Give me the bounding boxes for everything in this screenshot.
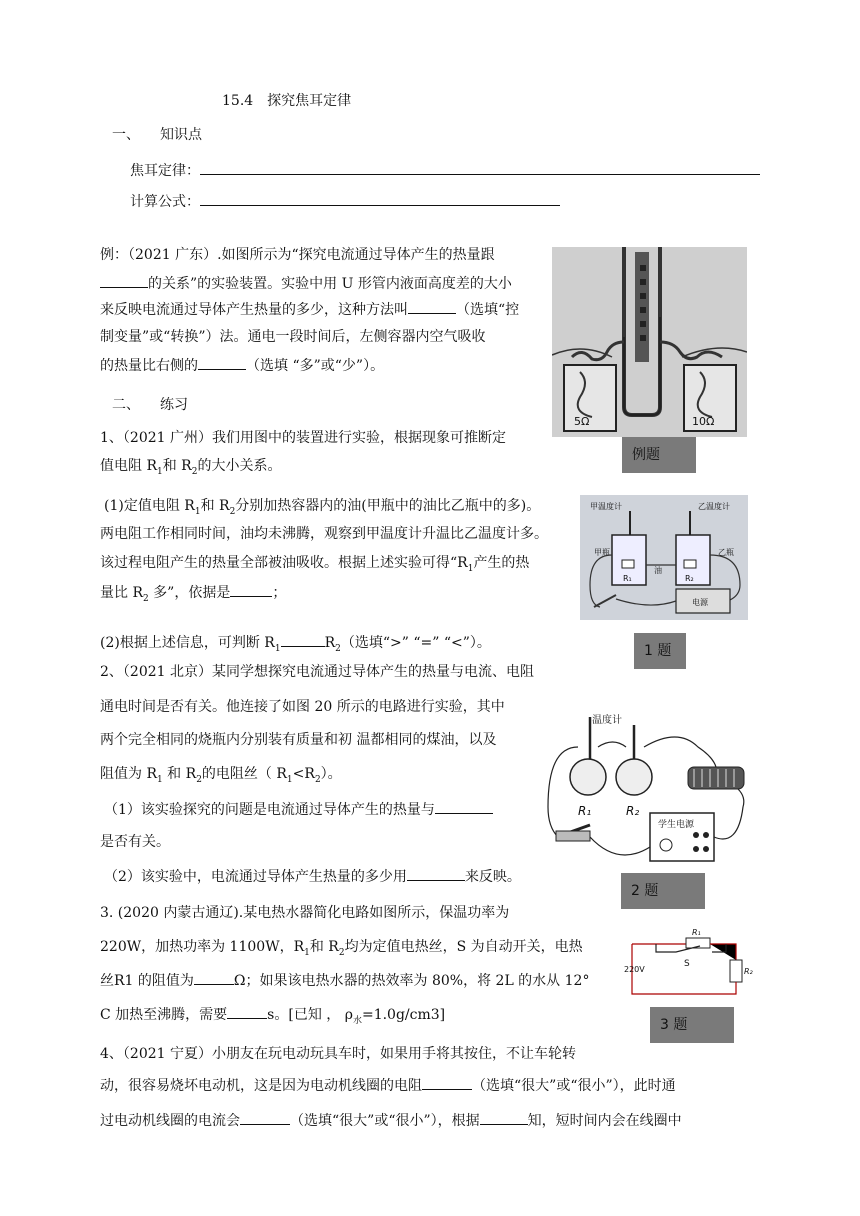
r2-label: R₂ — [685, 574, 694, 583]
q4-blank-3[interactable] — [480, 1110, 528, 1125]
figure-2-caption: 2 题 — [621, 873, 705, 909]
q1-line-2: 值电阻 $R_1$和 $R_2$的大小关系。 — [100, 458, 282, 477]
example-blank-1[interactable] — [100, 273, 148, 288]
q2-line-6: 是否有关。 — [100, 834, 170, 850]
figure-2 — [538, 707, 760, 893]
figure-3 — [616, 922, 758, 1004]
section-2-label: 练习 — [160, 397, 188, 413]
jia-bottle-label: 甲瓶 — [594, 548, 610, 557]
example-line-4: 制变量”或“转换”）法。通电一段时间后，左侧容器内空气吸收 — [100, 329, 486, 345]
example-line-3: 来反映电流通过导体产生热量的多少，这种方法叫 （选填“控 — [100, 299, 519, 320]
q1-blank-2[interactable] — [281, 632, 325, 647]
q3-line-4: C 加热至沸腾，需要 s。[已知 ， $\rho_水=1.0g/cm3$] — [100, 1004, 445, 1031]
q1-line-3: (1)定值电阻 $R_1$和 $R_2$分别加热容器内的油(甲瓶中的油比乙瓶中的多)。 — [104, 498, 541, 517]
example-blank-2[interactable] — [408, 299, 456, 314]
section-1-number: 一、 — [112, 127, 140, 143]
circuit-r1-label: R₁ — [692, 928, 701, 937]
example-line-2: 的关系”的实验装置。实验中用 U 形管内液面高度差的大小 — [100, 273, 512, 294]
q2-blank-2[interactable] — [407, 866, 465, 881]
yi-thermometer-label: 乙温度计 — [698, 502, 730, 511]
q4-line-2: 动，很容易烧坏电动机，这是因为电动机线圈的电阻 （选填“很大”或“很小”），此时通 — [100, 1075, 676, 1096]
figure-1 — [580, 495, 748, 620]
q1-line-4: 两电阻工作相同时间，油均未沸腾，观察到甲温度计升温比乙温度计多。 — [100, 526, 548, 542]
q2-line-5: （1）该实验探究的问题是电流通过导体产生的热量与 — [104, 799, 493, 820]
q1-line-7: (2)根据上述信息，可判断 $R_1$ $R_2$（选填“>” “=” “<”）。 — [100, 632, 491, 659]
section-1-label: 知识点 — [160, 127, 202, 143]
student-power-label: 学生电源 — [658, 820, 695, 830]
q3-line-2: 220W，加热功率为 1100W，$R_1$和 $R_2$均为定值电热丝，S 为自动开关，电热 — [100, 939, 583, 958]
q3-line-3: 丝R1 的阻值为 Ω；如果该电热水器的热效率为 80%，将 2L 的水从 12° — [100, 970, 589, 991]
flask-r2-label: R₂ — [626, 804, 640, 818]
example-caption: 例题 — [622, 437, 696, 473]
flask-r1-label: R₁ — [578, 804, 592, 818]
thermometer-label: 温度计 — [592, 715, 622, 726]
circuit-switch-label: S — [684, 959, 690, 969]
r1-label: R₁ — [623, 574, 632, 583]
oil-label: 油 — [654, 566, 662, 575]
example-line-5: 的热量比右侧的 （选填 “多”或“少”）。 — [100, 355, 384, 376]
knowledge-formula: 计算公式： — [130, 191, 560, 212]
figure-3-caption: 3 题 — [650, 1007, 734, 1043]
resistor-10-label: 10Ω — [692, 415, 715, 428]
q1-line-6: 量比 $R_2$ 多”，依据是 ； — [100, 582, 286, 609]
section-2-number: 二、 — [112, 397, 140, 413]
q4-line-1: 4、（2021 宁夏）小朋友在玩电动玩具车时，如果用手将其按住，不让车轮转 — [100, 1046, 576, 1062]
q1-line-1: 1、（2021 广州）我们用图中的装置进行实验，根据现象可推断定 — [100, 430, 506, 446]
joule-law-blank[interactable] — [200, 160, 760, 175]
example-line-1: 例：（2021 广东）.如图所示为“探究电流通过导体产生的热量跟 — [100, 247, 495, 263]
q3-line-1: 3. (2020 内蒙古通辽).某电热水器简化电路如图所示，保温功率为 — [100, 905, 510, 921]
example-figure — [552, 247, 747, 437]
page-title: 15.4 探究焦耳定律 — [222, 93, 352, 109]
circuit-r2-label: R₂ — [744, 967, 753, 976]
q2-line-7: （2）该实验中，电流通过导体产生热量的多少用 来反映。 — [104, 866, 521, 887]
resistor-5-label: 5Ω — [574, 415, 590, 428]
example-blank-3[interactable] — [198, 355, 246, 370]
q2-line-4: 阻值为 $R_1$ 和 $R_2$的电阻丝（ $R_1<R_2$）。 — [100, 766, 342, 785]
q3-blank-1[interactable] — [194, 970, 234, 985]
formula-blank[interactable] — [200, 191, 560, 206]
figure-1-caption: 1 题 — [634, 633, 686, 669]
circuit-voltage-label: 220V — [624, 965, 645, 974]
yi-bottle-label: 乙瓶 — [718, 548, 734, 557]
q1-blank-1[interactable] — [230, 582, 272, 597]
jia-thermometer-label: 甲温度计 — [590, 502, 622, 511]
q1-line-5: 该过程电阻产生的热量全部被油吸收。根据上述实验可得“$R_1$产生的热 — [100, 555, 530, 574]
q2-line-3: 两个完全相同的烧瓶内分别装有质量和初 温都相同的煤油，以及 — [100, 732, 497, 748]
q4-blank-1[interactable] — [422, 1075, 472, 1090]
q2-blank-1[interactable] — [435, 799, 493, 814]
q2-line-1: 2、（2021 北京）某同学想探究电流通过导体产生的热量与电流、电阻 — [100, 664, 534, 680]
q2-line-2: 通电时间是否有关。他连接了如图 20 所示的电路进行实验，其中 — [100, 699, 505, 715]
knowledge-joule-law: 焦耳定律： — [130, 160, 760, 181]
q4-blank-2[interactable] — [240, 1110, 290, 1125]
q4-line-3: 过电动机线圈的电流会 （选填“很大”或“很小”），根据 知，短时间内会在线圈中 — [100, 1110, 682, 1131]
power-label: 电源 — [692, 598, 708, 607]
q3-blank-2[interactable] — [227, 1004, 267, 1019]
